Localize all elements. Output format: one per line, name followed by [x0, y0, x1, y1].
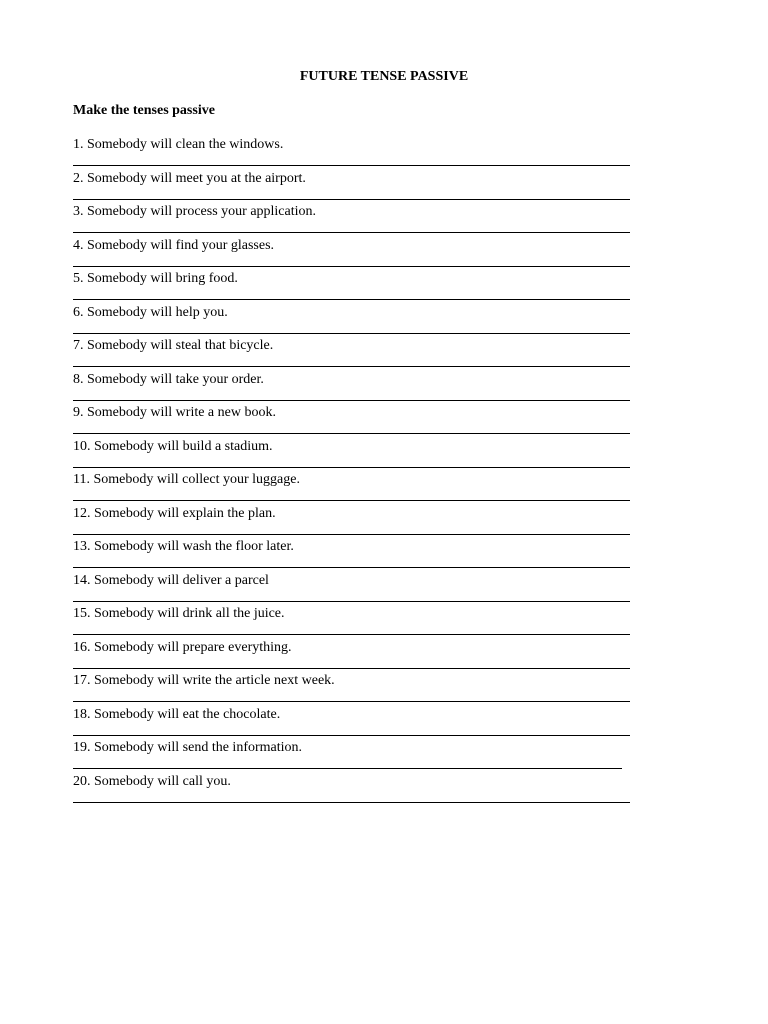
- exercise-item: [73, 371, 631, 405]
- exercise-sentence: 9. Somebody will write a new book.: [73, 405, 276, 420]
- exercise-item: [73, 170, 631, 204]
- answer-line[interactable]: [73, 232, 630, 233]
- exercise-list: [73, 136, 631, 806]
- exercise-sentence: 19. Somebody will send the information.: [73, 740, 303, 755]
- answer-line[interactable]: [73, 668, 630, 669]
- exercise-sentence: 2. Somebody will meet you at the airport.: [73, 170, 306, 186]
- exercise-sentence: 7. Somebody will steal that bicycle.: [73, 338, 274, 353]
- exercise-item: [73, 505, 631, 539]
- answer-line[interactable]: [73, 567, 630, 568]
- answer-line[interactable]: [73, 802, 630, 803]
- answer-line[interactable]: [73, 735, 630, 736]
- exercise-item: [73, 270, 631, 304]
- exercise-sentence: 1. Somebody will clean the windows.: [73, 137, 284, 152]
- exercise-item: [73, 672, 631, 706]
- exercise-sentence: 8. Somebody will take your order.: [73, 371, 264, 387]
- exercise-sentence: 11. Somebody will collect your luggage.: [73, 472, 300, 487]
- answer-line[interactable]: [73, 500, 630, 501]
- exercise-item: [73, 773, 631, 807]
- exercise-item: [73, 605, 631, 639]
- exercise-item: [73, 639, 631, 673]
- instruction-heading: Make the tenses passive: [73, 103, 215, 118]
- answer-line[interactable]: [73, 601, 630, 602]
- exercise-item: [73, 706, 631, 740]
- exercise-sentence: 10. Somebody will build a stadium.: [73, 438, 273, 454]
- exercise-item: [73, 203, 631, 237]
- exercise-item: [73, 739, 631, 773]
- exercise-sentence: 13. Somebody will wash the floor later.: [73, 539, 294, 554]
- answer-line[interactable]: [73, 266, 630, 267]
- exercise-sentence: 20. Somebody will call you.: [73, 773, 231, 789]
- exercise-sentence: 15. Somebody will drink all the juice.: [73, 606, 285, 621]
- answer-line[interactable]: [73, 366, 630, 367]
- exercise-sentence: 3. Somebody will process your application.: [73, 204, 317, 219]
- exercise-sentence: 18. Somebody will eat the chocolate.: [73, 706, 281, 722]
- answer-line[interactable]: [73, 199, 630, 200]
- answer-line[interactable]: [73, 433, 630, 434]
- exercise-sentence: 6. Somebody will help you.: [73, 304, 228, 320]
- exercise-item: [73, 538, 631, 572]
- exercise-sentence: 17. Somebody will write the article next week.: [73, 673, 335, 688]
- answer-line[interactable]: [73, 768, 622, 769]
- exercise-sentence: 14. Somebody will deliver a parcel: [73, 572, 269, 588]
- exercise-item: [73, 136, 631, 170]
- answer-line[interactable]: [73, 701, 630, 702]
- exercise-item: [73, 304, 631, 338]
- exercise-sentence: 16. Somebody will prepare everything.: [73, 639, 292, 655]
- exercise-item: [73, 237, 631, 271]
- exercise-item: [73, 404, 631, 438]
- answer-line[interactable]: [73, 299, 630, 300]
- exercise-item: [73, 471, 631, 505]
- answer-line[interactable]: [73, 400, 630, 401]
- answer-line[interactable]: [73, 534, 630, 535]
- page-title: FUTURE TENSE PASSIVE: [299, 69, 469, 84]
- exercise-item: [73, 572, 631, 606]
- answer-line[interactable]: [73, 467, 630, 468]
- exercise-sentence: 4. Somebody will find your glasses.: [73, 237, 275, 253]
- exercise-item: [73, 438, 631, 472]
- answer-line[interactable]: [73, 634, 630, 635]
- answer-line[interactable]: [73, 165, 630, 166]
- answer-line[interactable]: [73, 333, 630, 334]
- exercise-item: [73, 337, 631, 371]
- exercise-sentence: 5. Somebody will bring food.: [73, 271, 238, 286]
- exercise-sentence: 12. Somebody will explain the plan.: [73, 505, 276, 521]
